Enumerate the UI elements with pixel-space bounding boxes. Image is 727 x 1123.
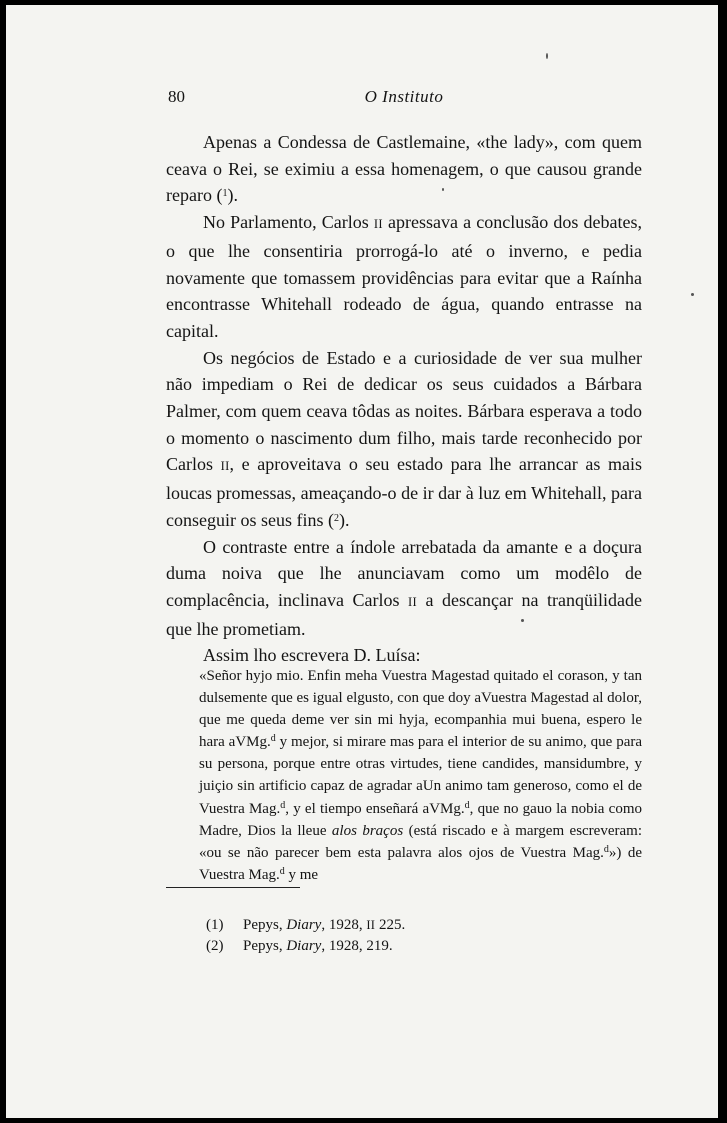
running-title: O Instituto [364, 87, 444, 106]
scan-speck [546, 53, 548, 59]
scan-speck [442, 188, 444, 191]
footnote-ref-1[interactable]: 1 [222, 188, 228, 200]
scan-speck [521, 619, 524, 622]
footnotes [206, 915, 636, 957]
paragraph-3: Os negócios de Estado e a curiosidade de ver sua mulher não impediam o Rei de dedicar os seus cuidados a Bárbara Palmer, com quem ceava tôdas as noites. Bárbara esperava a todo o momento o nascimento dum filho, mais tarde reconhecido por Carlos II, e aproveitava o seu estado para lhe arrancar as mais loucas promessas, ameaçando-o de ir dar à luz em Whitehall, para conseguir os seus fins ($^2$). [166, 347, 642, 530]
letter-quotation: «Señor hyjo mio. Enfin meha Vuestra Magestad quitado el corason, y tan dulsemente que es igual elgusto, con que doy aVuestra Magestad al dolor, que me queda deme ver sin mi hyja, ecompanhia mui buena, espero le hara aVMg.$^d$ y mejor, si mirare mas para el interior de su animo, que para su persona, porque entre otras virtudes, tiene candides, mansidumbre, y juiçio sin artificio capaz de agradar aUn animo tam generoso, como el de Vuestra Mag.$^d$, y el tiempo enseñará aVMg.$^d$, que no gauo la nobia como Madre, Dios la lleue alos braços (está riscado e à margem escreveram: «ou se não parecer bem esta palavra alos ojos de Vuestra Mag.$^d$») de Vuestra Mag.$^d$ y me [199, 668, 643, 883]
paragraph-5: Assim lho escrevera D. Luísa: [203, 645, 421, 666]
paragraph-2: No Parlamento, Carlos II apressava a conclusão dos debates, o que lhe consentiria prorrogá-lo até o inverno, e pedia novamente que tomassem providências para evitar que a Raínha encontrasse Whitehall rodeado de água, quando entrasse na capital. [166, 212, 642, 341]
page-header [166, 87, 642, 115]
body-text [166, 129, 642, 669]
scanned-page [6, 5, 718, 1118]
paragraph-1: Apenas a Condessa de Castlemaine, «the lady», com quem ceava o Rei, se eximiu a essa homenagem, o que causou grande reparo ($^1$). [166, 132, 642, 206]
footnote-ref-2[interactable]: 2 [333, 512, 339, 524]
footnote-2: (2) Pepys, Diary, 1928, 219. [206, 938, 393, 954]
footnote-divider [166, 887, 300, 888]
paragraph-4: O contraste entre a índole arrebatada da amante e a doçura duma noiva que lhe anunciavam como um modêlo de complacência, inclinava Carlos II a descançar na tranqüilidade que lhe prometiam. [166, 536, 643, 639]
page-number: 80 [168, 87, 185, 106]
scan-speck [691, 293, 694, 296]
footnote-1: (1) Pepys, Diary, 1928, II 225. [206, 917, 406, 933]
